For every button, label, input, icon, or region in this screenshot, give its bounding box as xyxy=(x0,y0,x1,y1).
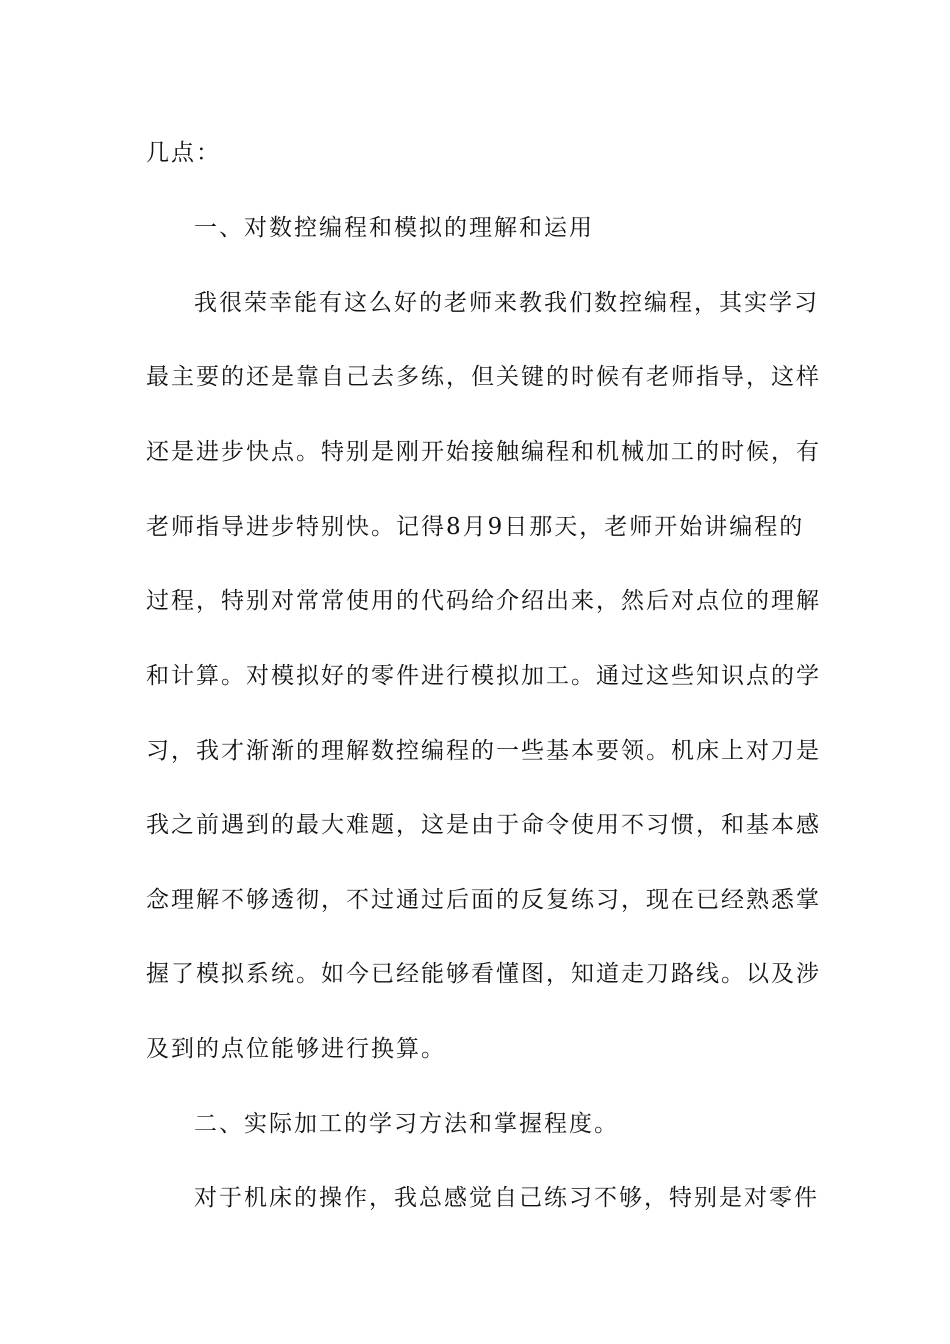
paragraph-line: 习，我才渐渐的理解数控编程的一些基本要领。机床上对刀是 xyxy=(146,738,821,764)
paragraph-line: 最主要的还是靠自己去多练，但关键的时候有老师指导，这样 xyxy=(146,364,821,390)
paragraph-line: 握了模拟系统。如今已经能够看懂图，知道走刀路线。以及涉 xyxy=(146,961,821,987)
paragraph-line: 老师指导进步特别快。记得8月9日那天，老师开始讲编程的 xyxy=(146,514,805,540)
section-heading-1: 一、对数控编程和模拟的理解和运用 xyxy=(194,215,594,241)
paragraph-line: 及到的点位能够进行换算。 xyxy=(146,1036,446,1062)
paragraph-line: 还是进步快点。特别是刚开始接触编程和机械加工的时候，有 xyxy=(146,439,821,465)
paragraph-line: 过程，特别对常常使用的代码给介绍出来，然后对点位的理解 xyxy=(146,588,821,614)
paragraph-line: 我很荣幸能有这么好的老师来教我们数控编程，其实学习 xyxy=(194,290,819,316)
paragraph-line: 对于机床的操作，我总感觉自己练习不够，特别是对零件 xyxy=(194,1185,819,1211)
section-heading-2: 二、实际加工的学习方法和掌握程度。 xyxy=(194,1111,619,1137)
paragraph-line: 念理解不够透彻，不过通过后面的反复练习，现在已经熟悉掌 xyxy=(146,887,821,913)
paragraph-line: 和计算。对模拟好的零件进行模拟加工。通过这些知识点的学 xyxy=(146,663,821,689)
paragraph-line: 几点： xyxy=(146,140,221,166)
paragraph-line: 我之前遇到的最大难题，这是由于命令使用不习惯，和基本感 xyxy=(146,812,821,838)
